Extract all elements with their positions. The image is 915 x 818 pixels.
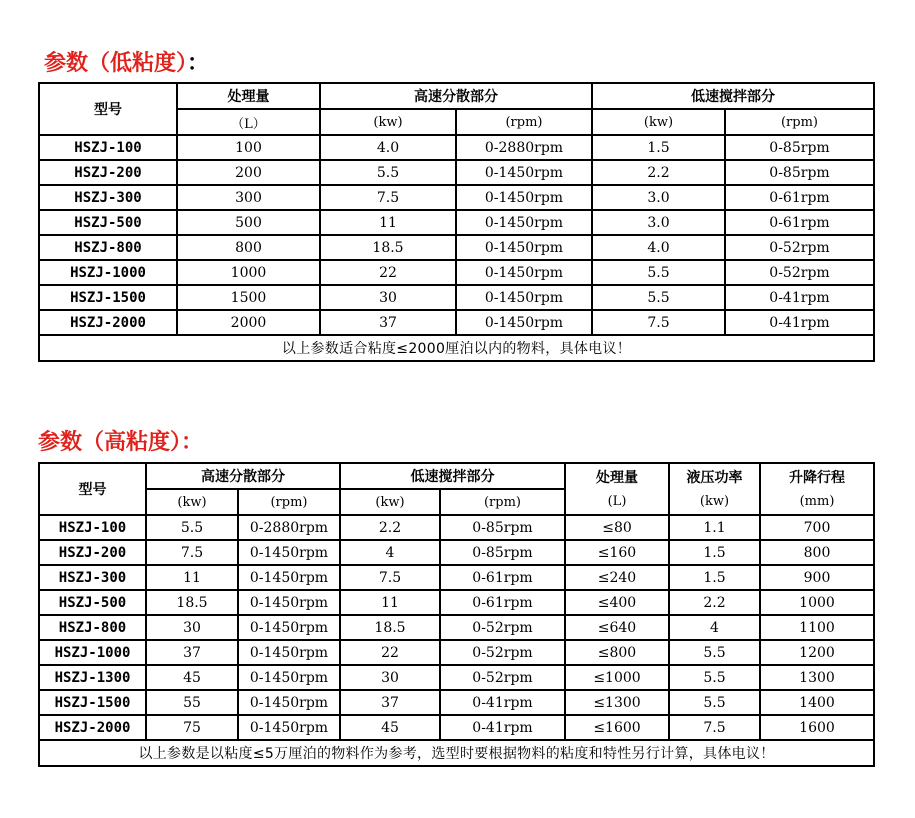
cell-low-rpm: 0-85rpm	[725, 160, 874, 185]
header-low-power-unit: (kw)	[340, 489, 440, 515]
cell-hyd-kw: 5.5	[669, 640, 760, 665]
cell-high-rpm: 0-1450rpm	[238, 540, 340, 565]
header-low-speed: 低速搅拌部分	[592, 83, 874, 109]
cell-low-rpm: 0-41rpm	[440, 715, 565, 740]
cell-model: HSZJ-500	[39, 590, 146, 615]
cell-low-kw: 5.5	[592, 285, 725, 310]
cell-lift: 900	[760, 565, 874, 590]
cell-model: HSZJ-1000	[39, 640, 146, 665]
cell-low-rpm: 0-61rpm	[725, 210, 874, 235]
cell-hyd-kw: 1.1	[669, 515, 760, 540]
cell-high-kw: 18.5	[146, 590, 238, 615]
header-hydraulic: 液压功率	[669, 463, 760, 489]
cell-capacity: 300	[177, 185, 320, 210]
cell-capacity: 2000	[177, 310, 320, 335]
cell-low-rpm: 0-52rpm	[725, 235, 874, 260]
table-row	[39, 640, 874, 665]
cell-high-rpm: 0-2880rpm	[238, 515, 340, 540]
cell-capacity: ≤1600	[565, 715, 669, 740]
cell-capacity: 200	[177, 160, 320, 185]
cell-low-rpm: 0-61rpm	[440, 565, 565, 590]
cell-model: HSZJ-800	[39, 615, 146, 640]
cell-high-kw: 4.0	[320, 135, 456, 160]
table-row	[39, 235, 874, 260]
cell-low-kw: 11	[340, 590, 440, 615]
cell-high-kw: 7.5	[146, 540, 238, 565]
table-row	[39, 590, 874, 615]
high-viscosity-colon: ：	[181, 429, 204, 455]
cell-low-kw: 5.5	[592, 260, 725, 285]
cell-capacity: ≤1300	[565, 690, 669, 715]
cell-lift: 1000	[760, 590, 874, 615]
cell-lift: 1200	[760, 640, 874, 665]
cell-capacity: ≤240	[565, 565, 669, 590]
table-row	[39, 160, 874, 185]
cell-high-rpm: 0-1450rpm	[456, 235, 592, 260]
cell-capacity: 800	[177, 235, 320, 260]
table-row	[39, 260, 874, 285]
cell-low-kw: 37	[340, 690, 440, 715]
header-model: 型号	[39, 463, 146, 515]
high-viscosity-heading	[38, 431, 203, 453]
low-viscosity-heading	[44, 52, 209, 74]
high-viscosity-title: 参数（高粘度）	[38, 429, 182, 455]
header-high-speed: 高速分散部分	[146, 463, 340, 489]
cell-lift: 1300	[760, 665, 874, 690]
cell-capacity: 100	[177, 135, 320, 160]
table-row	[39, 135, 874, 160]
header-low-speed: 低速搅拌部分	[340, 463, 565, 489]
header-high-power-unit: (kw)	[146, 489, 238, 515]
cell-high-kw: 45	[146, 665, 238, 690]
high-viscosity-table	[38, 462, 875, 767]
cell-model: HSZJ-300	[39, 185, 177, 210]
cell-capacity: ≤160	[565, 540, 669, 565]
cell-hyd-kw: 1.5	[669, 565, 760, 590]
cell-low-kw: 22	[340, 640, 440, 665]
cell-lift: 700	[760, 515, 874, 540]
cell-high-kw: 11	[146, 565, 238, 590]
cell-model: HSZJ-500	[39, 210, 177, 235]
cell-low-rpm: 0-41rpm	[725, 285, 874, 310]
cell-low-kw: 45	[340, 715, 440, 740]
cell-high-rpm: 0-1450rpm	[238, 615, 340, 640]
cell-model: HSZJ-1300	[39, 665, 146, 690]
cell-high-rpm: 0-1450rpm	[238, 590, 340, 615]
low-viscosity-colon: ：	[187, 50, 210, 76]
cell-low-kw: 3.0	[592, 210, 725, 235]
cell-high-kw: 22	[320, 260, 456, 285]
cell-high-rpm: 0-1450rpm	[238, 640, 340, 665]
cell-model: HSZJ-1000	[39, 260, 177, 285]
cell-model: HSZJ-200	[39, 540, 146, 565]
cell-high-kw: 11	[320, 210, 456, 235]
header-capacity-unit: (L)	[565, 489, 669, 515]
cell-model: HSZJ-2000	[39, 310, 177, 335]
cell-capacity: ≤400	[565, 590, 669, 615]
header-capacity: 处理量	[565, 463, 669, 489]
table-row	[39, 310, 874, 335]
cell-capacity: ≤80	[565, 515, 669, 540]
header-high-speed-unit: (rpm)	[456, 109, 592, 135]
table-row	[39, 185, 874, 210]
cell-model: HSZJ-1500	[39, 690, 146, 715]
header-lift: 升降行程	[760, 463, 874, 489]
header-capacity-unit: （L）	[177, 109, 320, 135]
low-viscosity-title: 参数（低粘度）	[44, 50, 188, 76]
cell-low-kw: 4.0	[592, 235, 725, 260]
table-note: 以上参数适合粘度≤2000厘泊以内的物料，具体电议！	[39, 335, 874, 361]
cell-low-kw: 3.0	[592, 185, 725, 210]
cell-low-rpm: 0-85rpm	[725, 135, 874, 160]
cell-high-rpm: 0-1450rpm	[238, 715, 340, 740]
cell-high-rpm: 0-1450rpm	[238, 665, 340, 690]
cell-high-rpm: 0-1450rpm	[456, 185, 592, 210]
cell-lift: 800	[760, 540, 874, 565]
cell-hyd-kw: 5.5	[669, 665, 760, 690]
cell-capacity: ≤1000	[565, 665, 669, 690]
cell-low-rpm: 0-52rpm	[440, 640, 565, 665]
cell-model: HSZJ-800	[39, 235, 177, 260]
cell-low-kw: 7.5	[340, 565, 440, 590]
table-row	[39, 565, 874, 590]
table-row	[39, 285, 874, 310]
cell-high-kw: 30	[146, 615, 238, 640]
cell-lift: 1400	[760, 690, 874, 715]
table-row	[39, 615, 874, 640]
cell-high-kw: 75	[146, 715, 238, 740]
cell-high-rpm: 0-1450rpm	[456, 310, 592, 335]
cell-low-rpm: 0-52rpm	[440, 615, 565, 640]
cell-low-kw: 30	[340, 665, 440, 690]
cell-hyd-kw: 1.5	[669, 540, 760, 565]
header-high-speed-unit: (rpm)	[238, 489, 340, 515]
cell-lift: 1600	[760, 715, 874, 740]
table-row	[39, 665, 874, 690]
cell-high-kw: 37	[320, 310, 456, 335]
header-low-speed-unit: (rpm)	[440, 489, 565, 515]
header-high-power-unit: (kw)	[320, 109, 456, 135]
header-low-power-unit: (kw)	[592, 109, 725, 135]
cell-low-kw: 2.2	[592, 160, 725, 185]
cell-low-rpm: 0-41rpm	[725, 310, 874, 335]
cell-high-kw: 5.5	[146, 515, 238, 540]
cell-low-rpm: 0-41rpm	[440, 690, 565, 715]
cell-low-rpm: 0-61rpm	[725, 185, 874, 210]
table-row	[39, 715, 874, 740]
table-note: 以上参数是以粘度≤5万厘泊的物料作为参考，选型时要根据物料的粘度和特性另行计算，具体电议！	[39, 740, 874, 766]
header-lift-unit: (mm)	[760, 489, 874, 515]
cell-capacity: 1500	[177, 285, 320, 310]
cell-hyd-kw: 7.5	[669, 715, 760, 740]
cell-low-rpm: 0-52rpm	[725, 260, 874, 285]
cell-high-kw: 18.5	[320, 235, 456, 260]
cell-low-rpm: 0-52rpm	[440, 665, 565, 690]
cell-low-rpm: 0-85rpm	[440, 540, 565, 565]
cell-high-kw: 55	[146, 690, 238, 715]
header-hydraulic-unit: (kw)	[669, 489, 760, 515]
cell-low-kw: 1.5	[592, 135, 725, 160]
cell-high-rpm: 0-1450rpm	[456, 210, 592, 235]
cell-capacity: ≤640	[565, 615, 669, 640]
cell-high-rpm: 0-1450rpm	[456, 160, 592, 185]
cell-high-rpm: 0-1450rpm	[238, 690, 340, 715]
cell-high-rpm: 0-1450rpm	[456, 285, 592, 310]
cell-high-kw: 7.5	[320, 185, 456, 210]
cell-low-kw: 4	[340, 540, 440, 565]
cell-high-kw: 5.5	[320, 160, 456, 185]
cell-high-rpm: 0-1450rpm	[238, 565, 340, 590]
low-viscosity-table	[38, 82, 875, 362]
cell-hyd-kw: 4	[669, 615, 760, 640]
header-high-speed: 高速分散部分	[320, 83, 592, 109]
cell-lift: 1100	[760, 615, 874, 640]
table-row	[39, 515, 874, 540]
table-row	[39, 210, 874, 235]
cell-low-kw: 2.2	[340, 515, 440, 540]
cell-model: HSZJ-2000	[39, 715, 146, 740]
cell-model: HSZJ-200	[39, 160, 177, 185]
cell-high-kw: 30	[320, 285, 456, 310]
cell-high-rpm: 0-1450rpm	[456, 260, 592, 285]
cell-capacity: ≤800	[565, 640, 669, 665]
header-capacity: 处理量	[177, 83, 320, 109]
cell-hyd-kw: 5.5	[669, 690, 760, 715]
header-low-speed-unit: (rpm)	[725, 109, 874, 135]
cell-low-kw: 7.5	[592, 310, 725, 335]
cell-low-kw: 18.5	[340, 615, 440, 640]
cell-model: HSZJ-100	[39, 135, 177, 160]
table-row	[39, 540, 874, 565]
cell-model: HSZJ-300	[39, 565, 146, 590]
cell-low-rpm: 0-85rpm	[440, 515, 565, 540]
cell-low-rpm: 0-61rpm	[440, 590, 565, 615]
table-row	[39, 690, 874, 715]
cell-capacity: 1000	[177, 260, 320, 285]
cell-model: HSZJ-100	[39, 515, 146, 540]
cell-model: HSZJ-1500	[39, 285, 177, 310]
cell-high-kw: 37	[146, 640, 238, 665]
cell-capacity: 500	[177, 210, 320, 235]
cell-hyd-kw: 2.2	[669, 590, 760, 615]
cell-high-rpm: 0-2880rpm	[456, 135, 592, 160]
header-model: 型号	[39, 83, 177, 135]
